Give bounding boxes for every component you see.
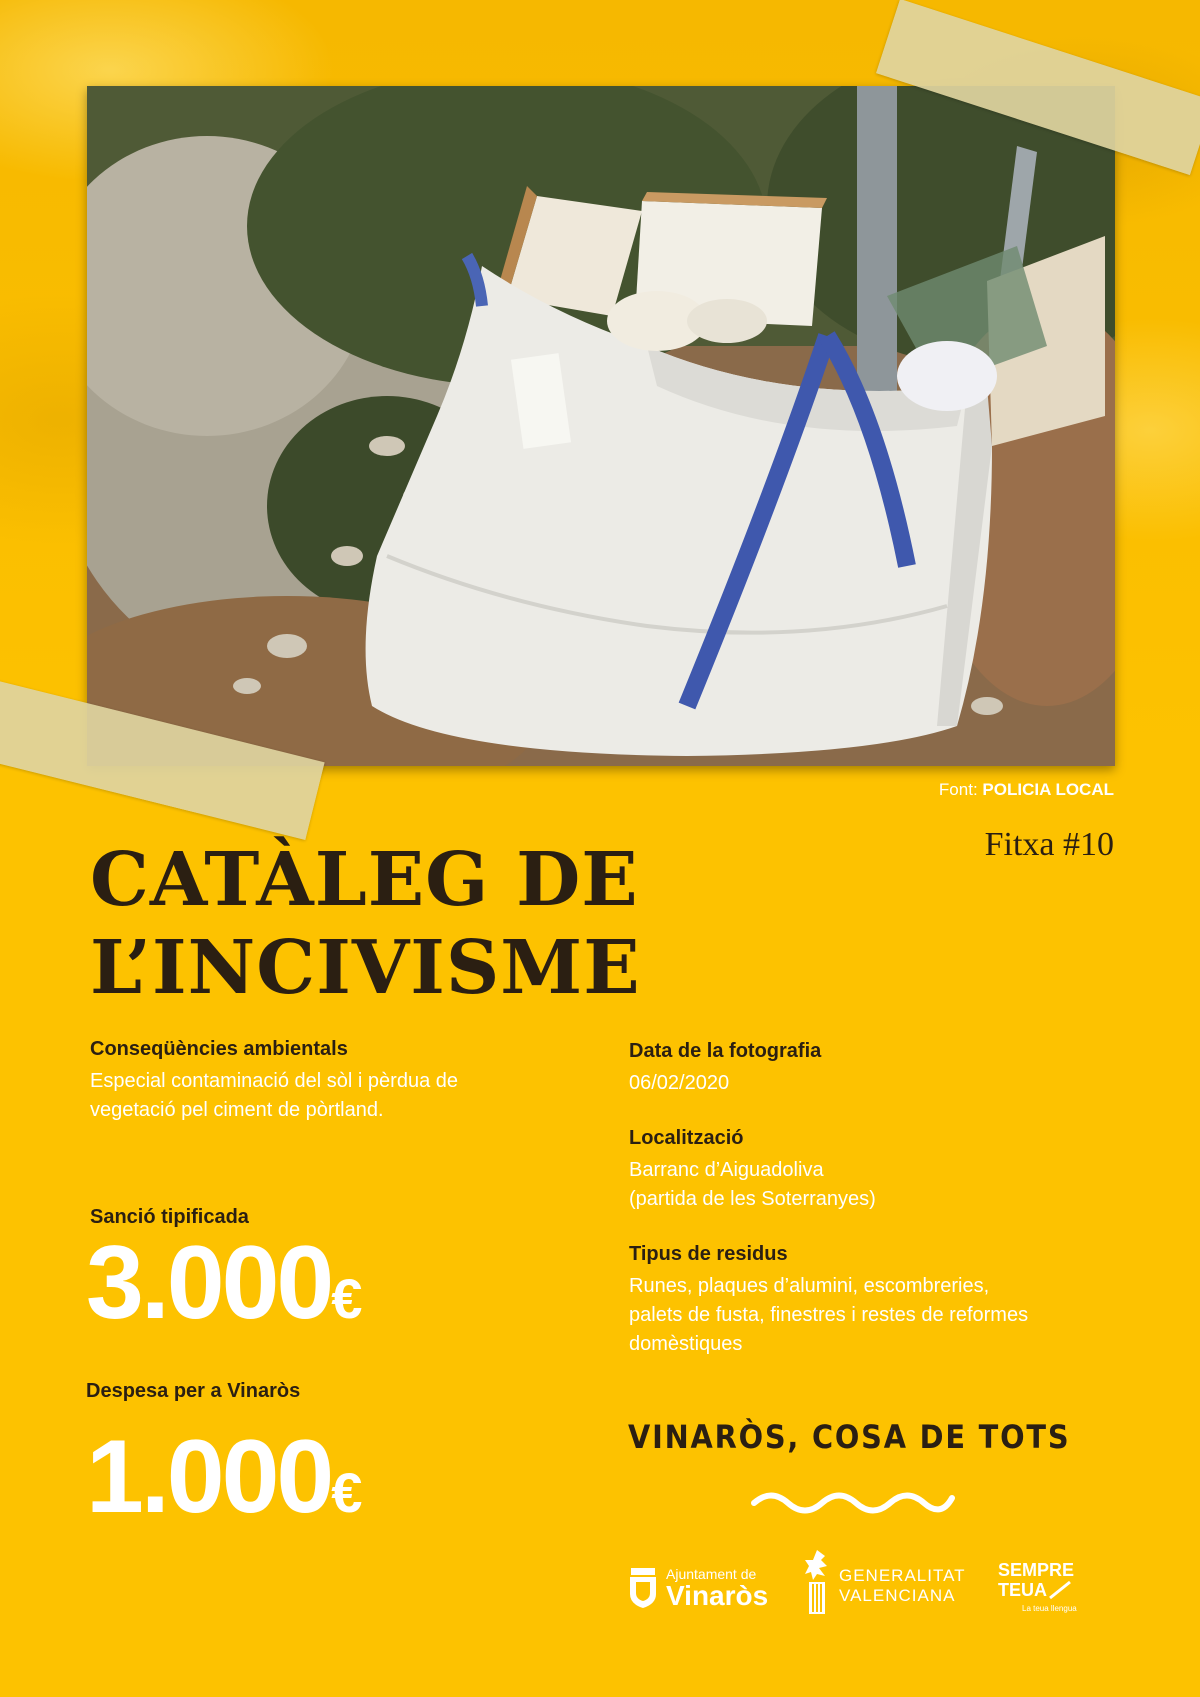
sponsor-logos [628,1550,1108,1640]
photo-credit-label: Font: [938,780,978,799]
consequences-text-line1: Especial contaminació del sòl i pèrdua de [90,1070,458,1092]
photo-credit-source: POLICIA LOCAL [982,780,1114,799]
cost-currency: € [331,1461,363,1524]
photo-credit [939,780,1114,800]
sempre-teua-slash-icon [1048,1580,1072,1600]
sanction-amount [86,1225,363,1354]
page-title-line1: CATÀLEG DE [90,837,639,923]
dumped-waste-photo [87,86,1115,766]
waste-text [629,1272,1028,1359]
sempre-teua-line2: TEUA [998,1580,1047,1600]
consequences-section [90,1038,458,1125]
card-number: Fitxa #10 [984,826,1114,863]
vinaros-logo-big: Vinaròs [666,1580,769,1611]
cost-heading: Despesa per a Vinaròs [86,1380,301,1402]
location-text [629,1156,876,1214]
sempre-teua-logo [998,1556,1108,1626]
consequences-text [90,1067,458,1125]
generalitat-line2: VALENCIANA [839,1586,956,1605]
photo-date-heading: Data de la fotografia [629,1040,822,1062]
sanction-heading: Sanció tipificada [90,1206,249,1228]
page-title-line2: L’INCIVISME [90,925,641,1011]
generalitat-logo [803,1550,966,1620]
consequences-heading: Conseqüències ambientals [90,1038,348,1060]
vinaros-logo-small: Ajuntament de [666,1566,757,1582]
waste-line1: Runes, plaques d’alumini, escombreries, [629,1275,990,1297]
location-section [629,1127,876,1214]
consequences-text-line2: vegetació pel ciment de pòrtland. [90,1099,384,1121]
location-line1: Barranc d’Aiguadoliva [629,1159,824,1181]
sempre-teua-small: La teua llengua [1022,1604,1077,1613]
location-line2: (partida de les Soterranyes) [629,1188,876,1210]
waste-section [629,1243,1028,1359]
vinaros-shield-icon [628,1568,658,1608]
generalitat-bat-icon [803,1550,831,1616]
waste-heading: Tipus de residus [629,1243,788,1265]
generalitat-line1: GENERALITAT [839,1566,966,1585]
waste-line3: domèstiques [629,1333,743,1355]
location-heading: Localització [629,1127,744,1149]
cost-amount [86,1419,363,1548]
wave-divider [748,1486,958,1520]
sempre-teua-line1: SEMPRE [998,1560,1075,1580]
vinaros-logo [628,1558,778,1618]
sanction-currency: € [331,1267,363,1330]
sanction-amount-value: 3.000 [86,1225,332,1341]
photo-date-section [629,1040,821,1098]
cost-amount-value: 1.000 [86,1419,332,1535]
photo-date-value: 06/02/2020 [629,1072,730,1094]
slogan: VINARÒS, COSA DE TOTS [628,1418,1071,1456]
page-title [90,836,641,1012]
waste-line2: palets de fusta, finestres i restes de reformes [629,1304,1029,1326]
